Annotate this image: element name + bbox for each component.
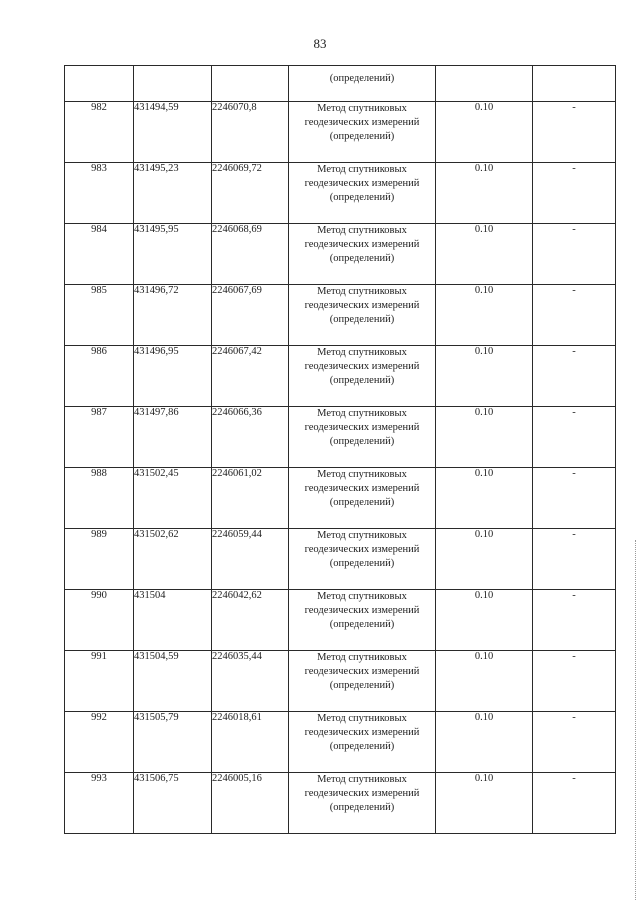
method-cell — [289, 224, 436, 285]
table-row — [65, 712, 616, 773]
method-cell — [289, 102, 436, 163]
point-number-cell: 992 — [65, 712, 134, 773]
method-cell — [289, 468, 436, 529]
x-coordinate-cell: 431494,59 — [134, 102, 212, 163]
scan-edge-mark — [635, 540, 637, 900]
description-cell: - — [533, 285, 616, 346]
y-coordinate-cell: 2246067,42 — [212, 346, 289, 407]
x-coordinate-cell: 431495,23 — [134, 163, 212, 224]
precision-cell: 0.10 — [436, 651, 533, 712]
x-coordinate-cell: 431504 — [134, 590, 212, 651]
precision-cell: 0.10 — [436, 529, 533, 590]
x-coordinate-cell: 431496,95 — [134, 346, 212, 407]
method-line: геодезических измерений — [304, 544, 420, 555]
description-cell: - — [533, 163, 616, 224]
x-coordinate-cell: 431505,79 — [134, 712, 212, 773]
method-cell — [289, 407, 436, 468]
method-cell — [289, 346, 436, 407]
point-number-cell: 991 — [65, 651, 134, 712]
precision-cell: 0.10 — [436, 102, 533, 163]
precision-cell: 0.10 — [436, 285, 533, 346]
description-cell: - — [533, 651, 616, 712]
description-cell: - — [533, 468, 616, 529]
continued-row — [65, 66, 616, 102]
method-line: геодезических измерений — [304, 178, 420, 189]
description-cell: - — [533, 590, 616, 651]
description-cell: - — [533, 346, 616, 407]
y-coordinate-cell: 2246066,36 — [212, 407, 289, 468]
table-row — [65, 346, 616, 407]
precision-cell: 0.10 — [436, 590, 533, 651]
point-number-cell: 986 — [65, 346, 134, 407]
x-coordinate-cell — [134, 66, 212, 102]
page-number: 83 — [313, 36, 327, 51]
method-line: Метод спутниковых — [317, 713, 407, 724]
precision-cell: 0.10 — [436, 163, 533, 224]
method-line: (определений) — [329, 131, 395, 142]
method-line: (определений) — [329, 741, 395, 752]
description-cell: - — [533, 773, 616, 834]
method-cell — [289, 773, 436, 834]
x-coordinate-cell: 431504,59 — [134, 651, 212, 712]
precision-cell: 0.10 — [436, 468, 533, 529]
method-cell — [289, 529, 436, 590]
precision-cell: 0.10 — [436, 224, 533, 285]
method-line: (определений) — [329, 436, 395, 447]
description-cell: - — [533, 102, 616, 163]
table-row — [65, 529, 616, 590]
x-coordinate-cell: 431497,86 — [134, 407, 212, 468]
y-coordinate-cell: 2246068,69 — [212, 224, 289, 285]
method-line: геодезических измерений — [304, 727, 420, 738]
x-coordinate-cell: 431495,95 — [134, 224, 212, 285]
point-number-cell — [65, 66, 134, 102]
table-row — [65, 590, 616, 651]
method-cell — [289, 712, 436, 773]
table-row — [65, 224, 616, 285]
point-number-cell: 988 — [65, 468, 134, 529]
y-coordinate-cell — [212, 66, 289, 102]
table-row — [65, 285, 616, 346]
table-row — [65, 773, 616, 834]
precision-cell: 0.10 — [436, 712, 533, 773]
point-number-cell: 985 — [65, 285, 134, 346]
y-coordinate-cell: 2246035,44 — [212, 651, 289, 712]
table-row — [65, 163, 616, 224]
y-coordinate-cell: 2246018,61 — [212, 712, 289, 773]
table-row — [65, 468, 616, 529]
x-coordinate-cell: 431506,75 — [134, 773, 212, 834]
method-line: Метод спутниковых — [317, 347, 407, 358]
method-cell — [289, 285, 436, 346]
method-line: геодезических измерений — [304, 361, 420, 372]
method-cell: (определений) — [289, 66, 436, 102]
method-line: Метод спутниковых — [317, 225, 407, 236]
table-row — [65, 407, 616, 468]
method-line: (определений) — [329, 497, 395, 508]
description-cell: - — [533, 529, 616, 590]
point-number-cell: 993 — [65, 773, 134, 834]
y-coordinate-cell: 2246070,8 — [212, 102, 289, 163]
method-line: геодезических измерений — [304, 422, 420, 433]
point-number-cell: 984 — [65, 224, 134, 285]
method-line: геодезических измерений — [304, 666, 420, 677]
method-line: геодезических измерений — [304, 788, 420, 799]
precision-cell — [436, 66, 533, 102]
method-line: (определений) — [329, 314, 395, 325]
method-line: геодезических измерений — [304, 483, 420, 494]
method-cell — [289, 651, 436, 712]
coordinates-table — [64, 65, 616, 834]
y-coordinate-cell: 2246059,44 — [212, 529, 289, 590]
method-line: геодезических измерений — [304, 605, 420, 616]
method-cell — [289, 163, 436, 224]
precision-cell: 0.10 — [436, 346, 533, 407]
method-line: Метод спутниковых — [317, 408, 407, 419]
precision-cell: 0.10 — [436, 773, 533, 834]
description-cell — [533, 66, 616, 102]
method-line: Метод спутниковых — [317, 469, 407, 480]
y-coordinate-cell: 2246005,16 — [212, 773, 289, 834]
description-cell: - — [533, 224, 616, 285]
x-coordinate-cell: 431496,72 — [134, 285, 212, 346]
method-line: (определений) — [329, 619, 395, 630]
y-coordinate-cell: 2246061,02 — [212, 468, 289, 529]
method-line: Метод спутниковых — [317, 286, 407, 297]
x-coordinate-cell: 431502,45 — [134, 468, 212, 529]
y-coordinate-cell: 2246067,69 — [212, 285, 289, 346]
method-line: (определений) — [329, 558, 395, 569]
method-line: геодезических измерений — [304, 300, 420, 311]
description-cell: - — [533, 712, 616, 773]
method-line: Метод спутниковых — [317, 164, 407, 175]
precision-cell: 0.10 — [436, 407, 533, 468]
y-coordinate-cell: 2246069,72 — [212, 163, 289, 224]
table-row — [65, 651, 616, 712]
method-line: (определений) — [329, 375, 395, 386]
point-number-cell: 982 — [65, 102, 134, 163]
method-line: геодезических измерений — [304, 117, 420, 128]
method-line: Метод спутниковых — [317, 591, 407, 602]
point-number-cell: 990 — [65, 590, 134, 651]
method-line: Метод спутниковых — [317, 530, 407, 541]
table-row — [65, 102, 616, 163]
y-coordinate-cell: 2246042,62 — [212, 590, 289, 651]
description-cell: - — [533, 407, 616, 468]
method-cell — [289, 590, 436, 651]
point-number-cell: 989 — [65, 529, 134, 590]
method-line: Метод спутниковых — [317, 103, 407, 114]
method-line: Метод спутниковых — [317, 774, 407, 785]
method-line: Метод спутниковых — [317, 652, 407, 663]
method-line: (определений) — [329, 802, 395, 813]
method-line: (определений) — [329, 253, 395, 264]
point-number-cell: 987 — [65, 407, 134, 468]
point-number-cell: 983 — [65, 163, 134, 224]
x-coordinate-cell: 431502,62 — [134, 529, 212, 590]
method-line: геодезических измерений — [304, 239, 420, 250]
method-line: (определений) — [329, 680, 395, 691]
method-line: (определений) — [329, 192, 395, 203]
